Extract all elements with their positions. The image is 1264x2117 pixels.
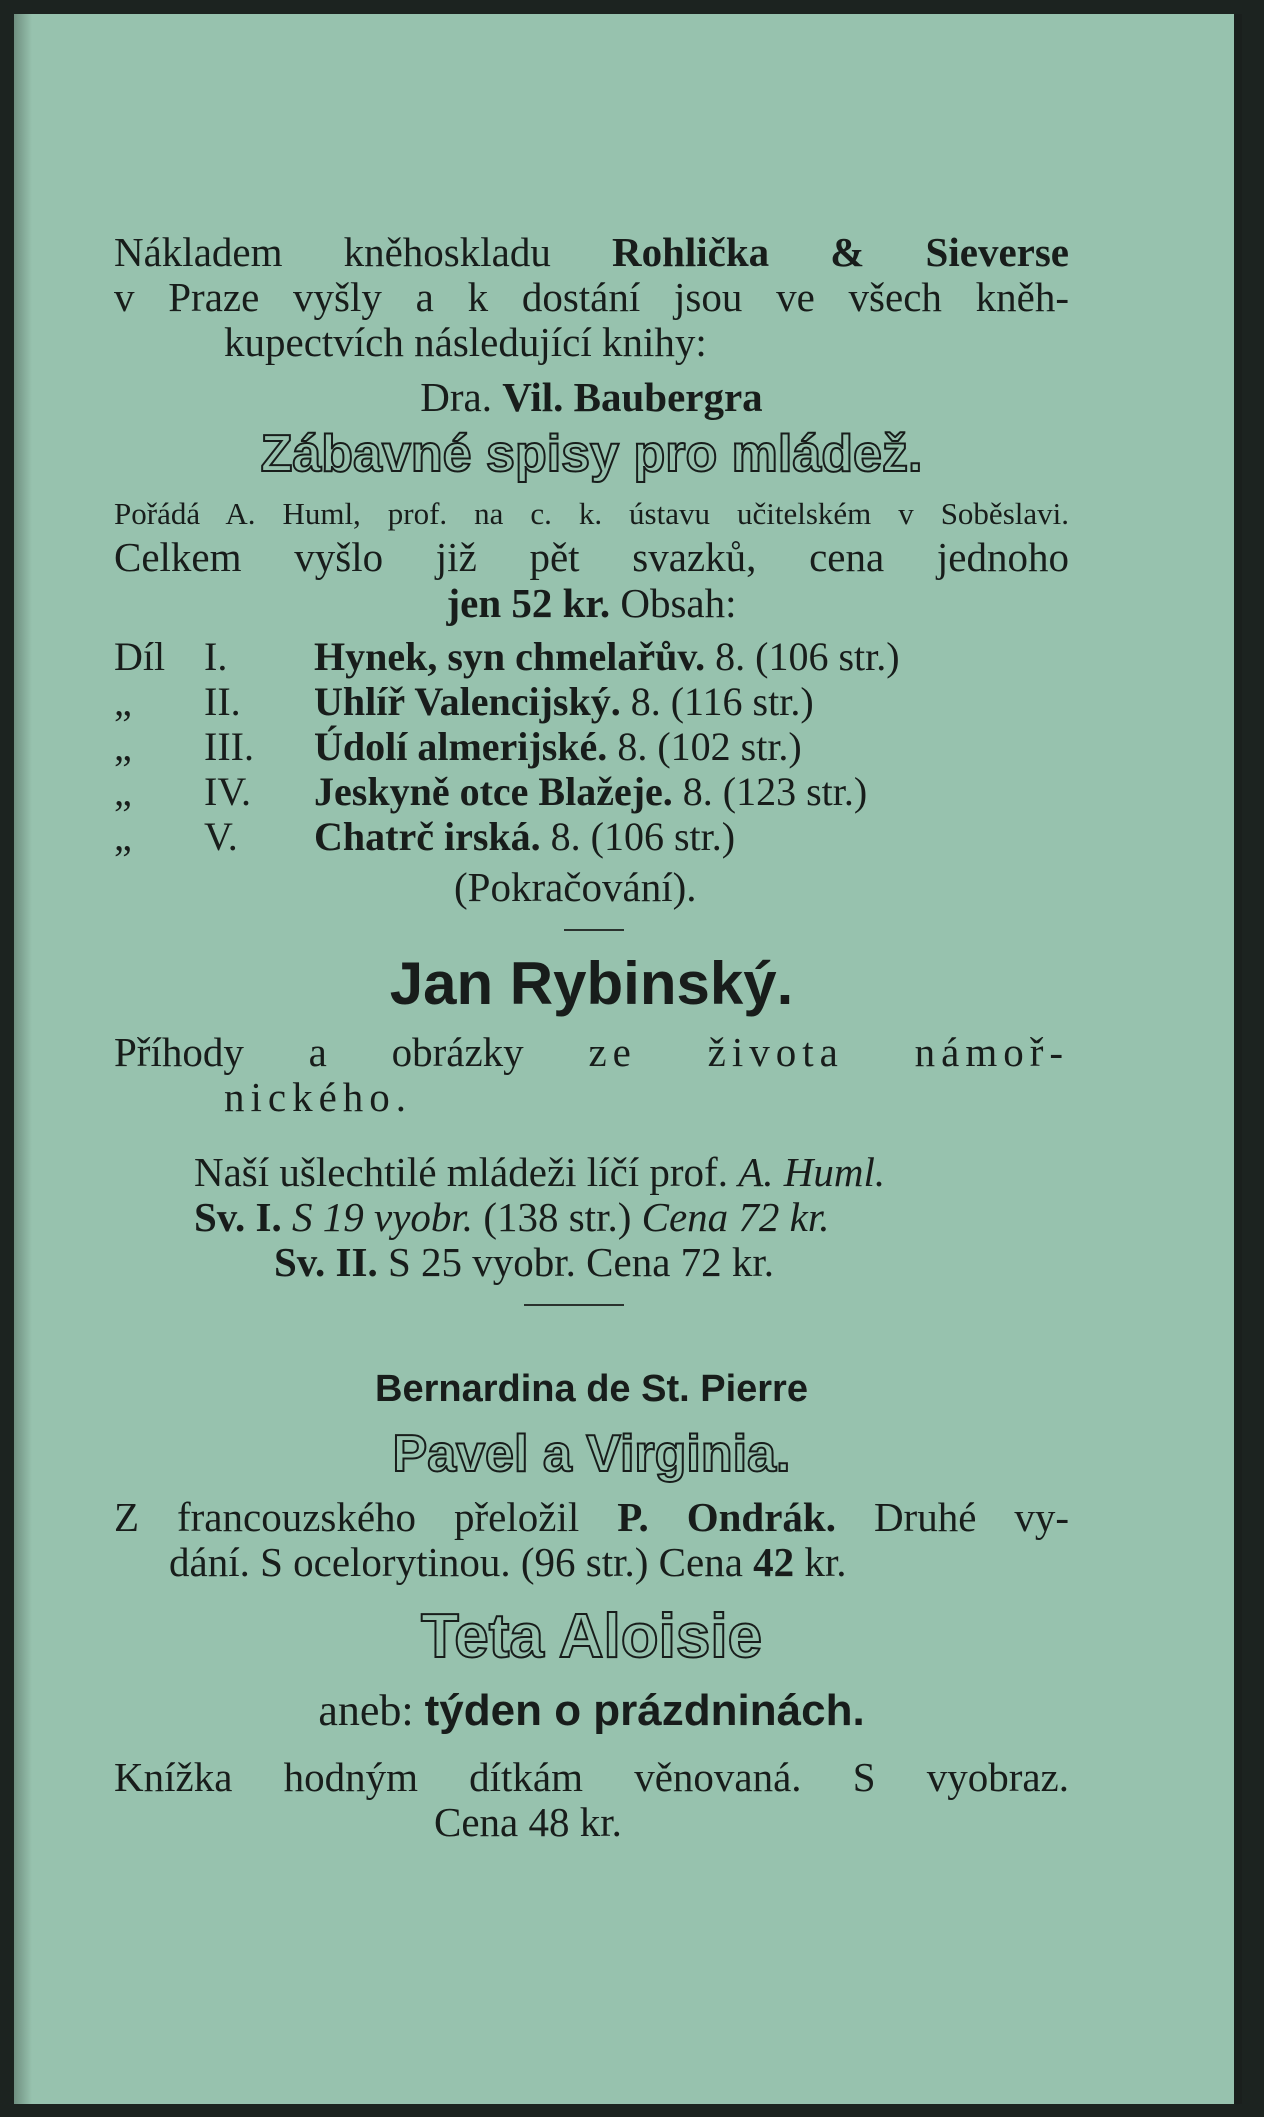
volume-label: „ <box>114 814 132 859</box>
volume-info: 8. (106 str.) <box>715 634 900 679</box>
volume-title: Hynek, syn chmelařův. <box>314 634 706 679</box>
volume-row <box>114 679 1094 725</box>
volume-label: „ <box>114 769 132 814</box>
teta-price: Cena 48 kr. <box>434 1799 622 1845</box>
volume-label: „ <box>114 724 132 769</box>
volume-title: Údolí almerijské. <box>314 724 608 769</box>
subtitle-prefix: aneb: <box>318 1686 414 1735</box>
volume-number: II. <box>204 679 241 724</box>
continued-note: (Pokračování). <box>454 864 697 910</box>
volume-row <box>114 634 1094 680</box>
pavel-line-1 <box>114 1494 1069 1540</box>
translator-prefix: Z francouzského přeložil <box>114 1494 580 1540</box>
subtitle-main: týden o prázdninách. <box>424 1686 865 1735</box>
teta-subtitle <box>114 1684 1069 1738</box>
volume-label: Díl <box>114 634 166 679</box>
volume-number: V. <box>204 814 238 859</box>
volume-info: 8. (123 str.) <box>682 769 868 814</box>
currency: kr. <box>804 1539 847 1585</box>
description-author: A. Huml. <box>738 1149 886 1195</box>
teta-title: Teta Aloisie <box>420 1602 763 1671</box>
baubergr-series-title: Zábavné spisy pro mládež. <box>260 425 923 483</box>
volume-number: IV. <box>204 769 252 814</box>
volume-label: Sv. II. <box>274 1239 378 1285</box>
rybinsky-volume-2 <box>274 1239 1229 1285</box>
divider <box>524 1304 624 1306</box>
divider <box>564 929 624 931</box>
volume-title: Uhlíř Valencijský. <box>314 679 621 724</box>
rybinsky-subtitle-1 <box>114 1029 1069 1075</box>
publisher-name: Rohlička & Sieverse <box>611 229 1069 275</box>
volume-info: 8. (102 str.) <box>617 724 802 769</box>
pavel-author: Bernardina de St. Pierre <box>375 1368 808 1410</box>
volume-label: Sv. I. <box>194 1194 282 1240</box>
baubergr-editor-line: Pořádá A. Huml, prof. na c. k. ústavu učitelském v Soběslavi. <box>114 496 1069 531</box>
baubergr-price: jen 52 kr. <box>446 580 611 626</box>
baubergr-price-line-2 <box>114 580 1069 626</box>
volume-row <box>114 769 1094 815</box>
volume-row <box>114 814 1094 860</box>
teta-line-1: Knížka hodným dítkám věnovaná. S vyobraz. <box>114 1754 1069 1800</box>
volume-title: Jeskyně otce Blažeje. <box>314 769 673 814</box>
volume-info: 8. (106 str.) <box>550 814 736 859</box>
contents-label: Obsah: <box>620 580 737 626</box>
description-text: Naší ušlechtilé mládeži líčí prof. <box>194 1149 728 1195</box>
volume-number: I. <box>204 634 228 679</box>
pavel-line-2 <box>169 1539 1124 1585</box>
intro-line-3: kupectvích následující knihy: <box>224 319 707 365</box>
rybinsky-volume-1 <box>194 1194 1149 1240</box>
intro-line-1 <box>114 229 1069 275</box>
volume-info: 8. (116 str.) <box>630 679 814 724</box>
catalog-page <box>14 14 1242 2104</box>
intro-line-2: v Praze vyšly a k dostání jsou ve všech kněh- <box>114 274 1069 320</box>
author-title: Dra. <box>420 374 493 420</box>
translator-name: P. Ondrák. <box>617 1494 836 1540</box>
author-name: Vil. Baubergra <box>502 374 763 420</box>
illustration-count: S 19 vyobr. <box>292 1194 474 1240</box>
rybinsky-title: Jan Rybinský. <box>389 950 794 1017</box>
volume-row <box>114 724 1094 770</box>
rybinsky-subtitle-2: nického. <box>224 1074 413 1120</box>
volume-label: „ <box>114 679 132 724</box>
volume-details: S 25 vyobr. Cena 72 kr. <box>387 1239 775 1285</box>
pavel-title: Pavel a Virginia. <box>392 1425 791 1483</box>
edition-details: dání. S ocelorytinou. (96 str.) Cena <box>169 1539 743 1585</box>
page-count: (138 str.) <box>483 1194 632 1240</box>
intro-publisher-prefix: Nákladem kněhoskladu <box>114 229 551 275</box>
subtitle-part: Příhody a obrázky <box>114 1029 524 1075</box>
baubergr-price-line-1: Celkem vyšlo již pět svazků, cena jednoho <box>114 534 1069 580</box>
edition-text: Druhé vy- <box>873 1494 1070 1540</box>
volume-price: Cena 72 kr. <box>641 1194 830 1240</box>
baubergr-author <box>114 374 1069 420</box>
volume-title: Chatrč irská. <box>314 814 541 859</box>
pavel-price-amount: 42 <box>753 1539 795 1585</box>
subtitle-part-spaced: ze života námoř- <box>588 1029 1070 1075</box>
rybinsky-description <box>194 1149 1149 1195</box>
volume-number: III. <box>204 724 254 769</box>
